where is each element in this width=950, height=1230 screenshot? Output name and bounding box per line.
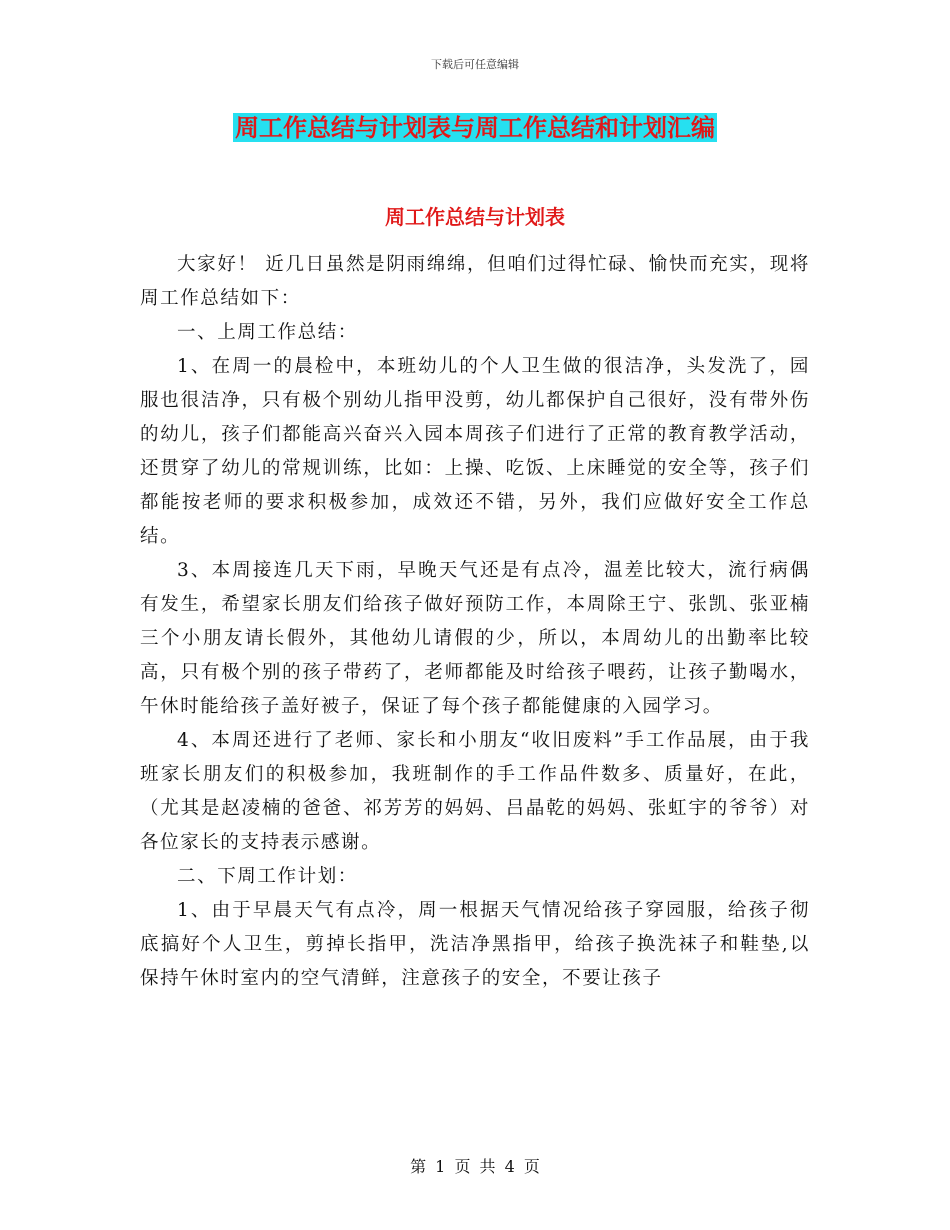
- paragraph-summary-4: 4、本周还进行了老师、家长和小朋友“收旧废料”手工作品展，由于我班家长朋友们的积极参加，我班制作的手工作品件数多、质量好，在此，（尤其是赵凌楠的爸爸、祁芳芳的妈妈、吕晶乾的妈妈、张虹宇的爷爷）对各位家长的支持表示感谢。: [140, 730, 810, 853]
- paragraph-summary-1: 1、在周一的晨检中，本班幼儿的个人卫生做的很洁净，头发洗了，园服也很洁净，只有极个别幼儿指甲没剪，幼儿都保护自己很好，没有带外伤的幼儿，孩子们都能高兴奋兴入园本周孩子们进行了正常的教育教学活动，还贯穿了幼儿的常规训练，比如：上操、吃饭、上床睡觉的安全等，孩子们都能按老师的要求积极参加，成效还不错，另外，我们应做好安全工作总结。: [140, 356, 810, 547]
- document-title-text: 周工作总结与计划表与周工作总结和计划汇编: [235, 113, 715, 142]
- paragraph-greeting: 大家好！ 近几日虽然是阴雨绵绵，但咱们过得忙碌、愉快而充实，现将周工作总结如下：: [140, 254, 810, 309]
- section-title: 周工作总结与计划表: [385, 205, 565, 229]
- heading-last-week-summary: 一、上周工作总结：: [177, 322, 358, 343]
- document-title: [0, 111, 950, 145]
- header-note: 下载后可任意编辑: [431, 58, 519, 71]
- heading-next-week-plan: 二、下周工作计划：: [177, 866, 358, 887]
- document-body: [140, 248, 810, 996]
- paragraph-summary-3: 3、本周接连几天下雨，早晚天气还是有点冷，温差比较大，流行病偶有发生，希望家长朋友们给孩子做好预防工作，本周除王宁、张凯、张亚楠三个小朋友请长假外，其他幼儿请假的少，所以，本周幼儿的出勤率比较高，只有极个别的孩子带药了，老师都能及时给孩子喂药，让孩子勤喝水，午休时能给孩子盖好被子，保证了每个孩子都能健康的入园学习。: [140, 560, 810, 717]
- page-footer: 第 1 页 共 4 页: [410, 1157, 540, 1176]
- paragraph-plan-1: 1、由于早晨天气有点冷，周一根据天气情况给孩子穿园服，给孩子彻底搞好个人卫生，剪掉长指甲，洗洁净黑指甲，给孩子换洗袜子和鞋垫,以保持午休时室内的空气清鲜，注意孩子的安全，不要让孩子: [140, 900, 810, 989]
